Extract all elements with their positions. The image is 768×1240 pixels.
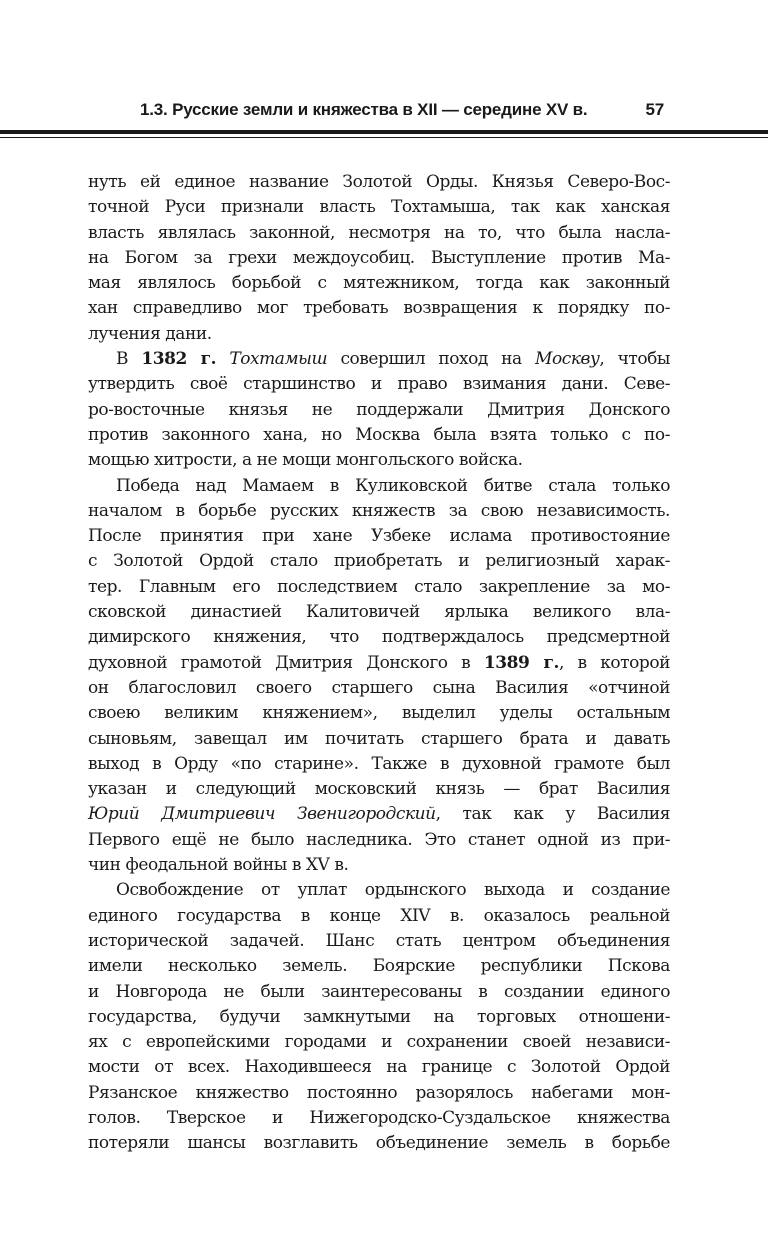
paragraph (88, 878, 670, 1156)
text-run: потеряли шансы возглавить объединение земель в борьбе (88, 1133, 670, 1154)
text-run: Первого ещё не было наследника. Это станет одной из при- (88, 829, 670, 850)
bold-date: 1389 г. (483, 652, 559, 673)
text-line (88, 1081, 670, 1106)
text-line (88, 802, 670, 827)
page-number: 57 (645, 100, 664, 119)
paragraph (88, 347, 670, 473)
chapter-title: 1.3. Русские земли и княжества в XII — середине XV в. (140, 100, 588, 119)
text-line (88, 777, 670, 802)
header-rule-thick (0, 130, 768, 134)
text-run: тер. Главным его последствием стало закрепление за мо- (88, 576, 670, 597)
text-line (88, 524, 670, 549)
italic-term: Юрий Дмитриевич Звенигородский (88, 804, 436, 825)
text-run: ях с европейскими городами и сохранении своей независи- (88, 1032, 670, 1053)
text-run: на Богом за грехи междоусобиц. Выступление против Ма- (88, 247, 670, 268)
text-line (88, 1005, 670, 1030)
italic-term: Москву (535, 349, 600, 370)
text-line (88, 1055, 670, 1080)
text-line (88, 676, 670, 701)
text-run: началом в борьбе русских княжеств за свою независимость. (88, 500, 670, 521)
text-line (88, 727, 670, 752)
text-run: мости от всех. Находившееся на границе с Золотой Ордой (88, 1057, 670, 1078)
text-line (88, 954, 670, 979)
text-run: Освобождение от уплат ордынского выхода и создание (116, 880, 670, 901)
text-run: В (116, 349, 142, 370)
text-line (88, 221, 670, 246)
text-line (88, 651, 670, 676)
text-run: точной Руси признали власть Тохтамыша, так как ханская (88, 197, 670, 218)
text-run: голов. Тверское и Нижегородско-Суздальское княжества (88, 1107, 670, 1128)
text-line (88, 296, 670, 321)
text-run: исторической задачей. Шанс стать центром объединения (88, 930, 670, 951)
text-run: совершил поход на (327, 349, 536, 370)
text-run: хан справедливо мог требовать возвращения к порядку по- (88, 298, 670, 319)
text-line (88, 246, 670, 271)
text-run: духовной грамотой Дмитрия Донского в (88, 652, 484, 673)
body-text (88, 170, 670, 1157)
text-run: единого государства в конце XIV в. оказалось реальной (88, 905, 670, 926)
text-run: государства, будучи замкнутыми на торговых отношени- (88, 1006, 670, 1027)
text-line (88, 347, 670, 372)
header-rule-thin (0, 137, 768, 138)
text-run: димирского княжения, что подтверждалось предсмертной (88, 627, 670, 648)
text-run: нуть ей единое название Золотой Орды. Князья Северо-Вос- (88, 172, 670, 192)
text-run: имели несколько земель. Боярские республики Пскова (88, 956, 670, 977)
text-line (88, 1106, 670, 1131)
text-run: своею великим княжением», выделил уделы остальным (88, 703, 670, 724)
text-line (88, 499, 670, 524)
text-line (88, 423, 670, 448)
text-line (88, 600, 670, 625)
text-line (88, 1131, 670, 1156)
text-line (88, 980, 670, 1005)
text-run: против законного хана, но Москва была взята только с по- (88, 424, 670, 445)
paragraph (88, 474, 670, 879)
text-run: ро-восточные князья не поддержали Дмитрия Донского (88, 399, 670, 420)
running-head (140, 100, 664, 126)
text-run: утвердить своё старшинство и право взимания дани. Севе- (88, 374, 670, 395)
text-line (88, 448, 670, 473)
text-line (88, 1030, 670, 1055)
text-run: мощью хитрости, а не мощи монгольского войска. (88, 450, 523, 471)
text-run: Победа над Мамаем в Куликовской битве стала только (116, 475, 670, 496)
text-line (88, 929, 670, 954)
text-line (88, 474, 670, 499)
text-line (88, 271, 670, 296)
text-line (88, 195, 670, 220)
text-run: с Золотой Ордой стало приобретать и религиозный харак- (88, 551, 670, 572)
text-run: указан и следующий московский князь — брат Василия (88, 779, 670, 800)
text-line (88, 322, 670, 347)
text-line (88, 878, 670, 903)
bold-date: 1382 г. (141, 349, 217, 370)
text-run: чин феодальной войны в XV в. (88, 855, 349, 876)
text-line (88, 828, 670, 853)
text-line (88, 752, 670, 777)
text-run: сковской династией Калитовичей ярлыка великого вла- (88, 602, 670, 623)
text-run: лучения дани. (88, 323, 212, 344)
text-run: и Новгорода не были заинтересованы в создании единого (88, 981, 670, 1002)
italic-term: Тохтамыш (229, 349, 328, 370)
text-line (88, 372, 670, 397)
text-line (88, 625, 670, 650)
text-run: , чтобы (599, 349, 670, 370)
text-line (88, 575, 670, 600)
text-run: выход в Орду «по старине». Также в духовной грамоте был (88, 753, 670, 774)
text-line (88, 853, 670, 878)
text-run: власть являлась законной, несмотря на то, что была насла- (88, 222, 670, 243)
text-run (216, 349, 229, 369)
text-run: сыновьям, завещал им почитать старшего брата и давать (88, 728, 670, 749)
text-run: , так как у Василия (435, 804, 671, 825)
text-run: , в которой (558, 652, 670, 673)
text-line (88, 398, 670, 423)
text-line (88, 904, 670, 929)
text-run: он благословил своего старшего сына Василия «отчиной (88, 677, 670, 698)
text-line (88, 170, 670, 195)
text-line (88, 549, 670, 574)
text-run: После принятия при хане Узбеке ислама противостояние (88, 526, 670, 547)
paragraph (88, 170, 670, 347)
text-run: Рязанское княжество постоянно разорялось набегами мон- (88, 1082, 670, 1103)
text-run: мая являлось борьбой с мятежником, тогда как законный (88, 273, 670, 294)
text-line (88, 701, 670, 726)
